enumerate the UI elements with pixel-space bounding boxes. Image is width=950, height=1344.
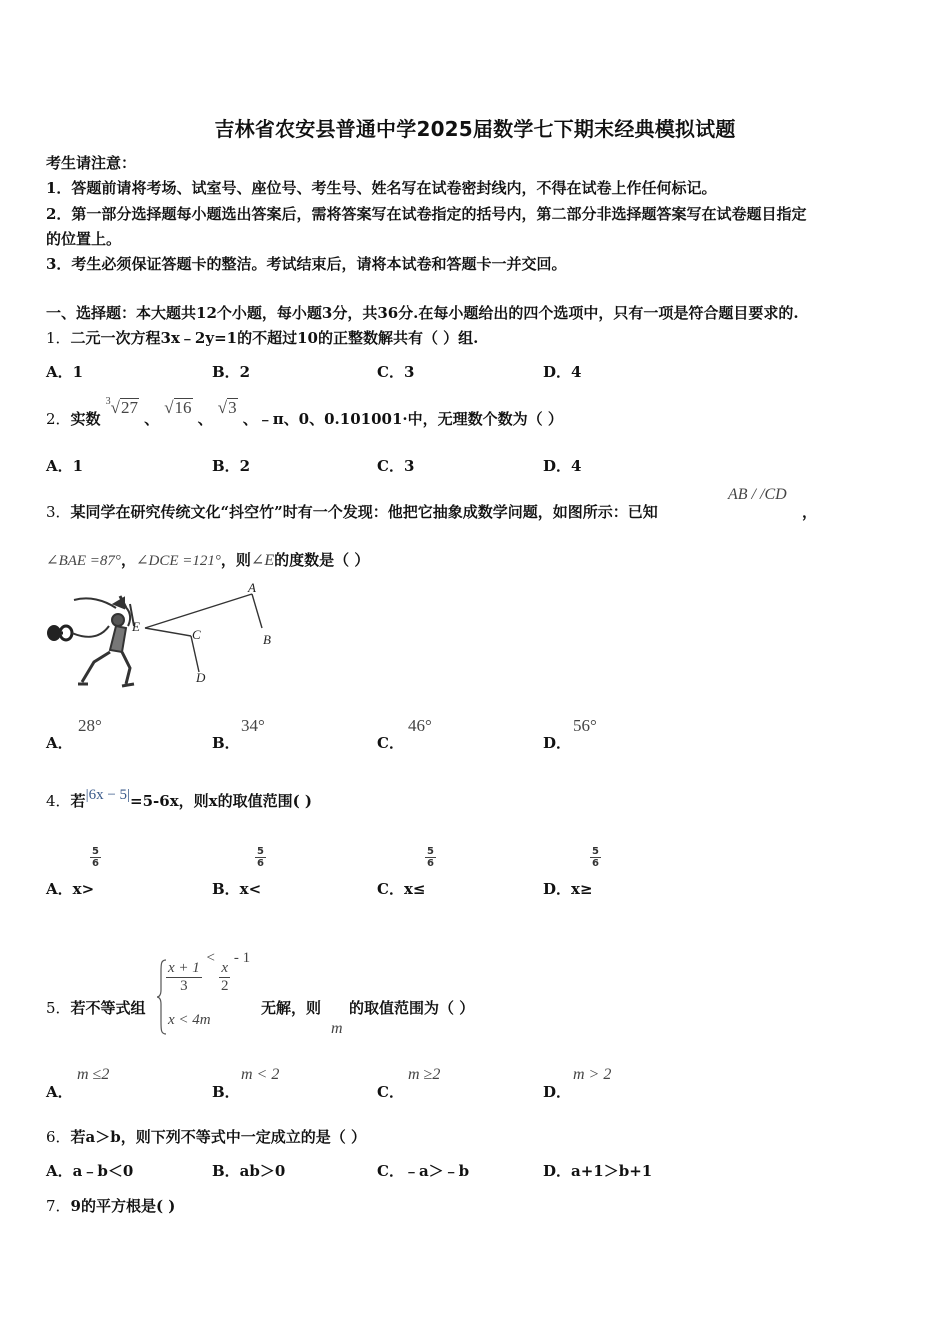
- question-6: [46, 1126, 366, 1147]
- question-number: 4．: [46, 792, 71, 810]
- option-b[interactable]: B．x<: [212, 880, 262, 898]
- diabolo-figure: [44, 578, 284, 696]
- question-text: 实数: [70, 410, 101, 428]
- notice-item: 2．第一部分选择题每小题选出答案后，需将答案写在试卷指定的括号内，第二部分非选择题答案写在试卷题目指定: [46, 205, 807, 223]
- diabolo-icon: [47, 625, 72, 641]
- root-index: 3: [105, 396, 111, 408]
- inequality-line-1: [166, 950, 251, 994]
- sqrt-16: √16: [164, 398, 192, 417]
- option-b-value: 34°: [241, 716, 265, 735]
- separator: 、: [144, 410, 160, 428]
- question-number: 1．: [46, 329, 71, 347]
- option-a[interactable]: A．x>: [46, 880, 95, 898]
- option-d[interactable]: D．a+1＞b+1: [543, 1162, 653, 1180]
- option-b[interactable]: B．: [212, 1083, 240, 1101]
- option-a[interactable]: A．1: [46, 457, 84, 475]
- option-d[interactable]: D．: [543, 1083, 572, 1101]
- label-e: E: [132, 619, 140, 634]
- separator: 、: [197, 410, 213, 428]
- question-1: [46, 327, 478, 348]
- condition-parallel: AB / /CD: [728, 486, 787, 503]
- person-figure-icon: [72, 596, 134, 686]
- numerator: 5: [92, 846, 99, 857]
- fraction-five-sixths: [255, 846, 266, 869]
- numerator: x: [221, 960, 229, 976]
- denominator: 6: [592, 858, 599, 869]
- segment-ab: [252, 594, 262, 628]
- section-heading: 一、选择题：本大题共12个小题，每小题3分，共36分.在每小题给出的四个选项中，只有一项是符合题目要求的.: [46, 304, 799, 322]
- question-text: 若不等式组: [70, 999, 146, 1017]
- option-b[interactable]: B．: [212, 734, 240, 752]
- numerator: 5: [257, 846, 264, 857]
- label-a: A: [248, 580, 256, 595]
- option-c-value: m ≥2: [408, 1066, 441, 1083]
- question-3: [46, 501, 658, 522]
- question-text: 9的平方根是( ): [70, 1197, 176, 1215]
- question-5: [46, 997, 146, 1018]
- question-text: 、﹣π、0、0.101001·中，无理数个数为（ ）: [242, 410, 563, 428]
- option-c-value: 46°: [408, 716, 432, 735]
- question-text: 若a＞b，则下列不等式中一定成立的是（ ）: [70, 1128, 366, 1146]
- option-d[interactable]: D．4: [543, 363, 582, 381]
- fraction-five-sixths: [590, 846, 601, 869]
- option-c[interactable]: C．: [377, 1083, 404, 1101]
- question-2: [46, 396, 563, 428]
- denominator: 6: [257, 858, 264, 869]
- fraction-five-sixths: [425, 846, 436, 869]
- punctuation: ，: [802, 503, 818, 521]
- separator: ，: [120, 551, 136, 569]
- question-text: 某同学在研究传统文化“抖空竹”时有一个发现：他把它抽象成数学问题，如图所示：已知: [70, 503, 658, 521]
- denominator: 6: [92, 858, 99, 869]
- denominator: 3: [180, 977, 188, 994]
- question-text: =5-6x，则x的取值范围( ): [130, 792, 313, 810]
- option-c[interactable]: C．﹣a＞﹣b: [377, 1162, 470, 1180]
- question-text: ，则: [220, 551, 251, 569]
- notice-item: 3．考生必须保证答题卡的整洁。考试结束后，请将本试卷和答题卡一并交回。: [46, 255, 567, 273]
- segment-ea: [145, 594, 252, 628]
- option-c[interactable]: C．: [377, 734, 404, 752]
- notice-item: 1．答题前请将考场、试室号、座位号、考生号、姓名写在试卷密封线内，不得在试卷上作任何标记。: [46, 179, 717, 197]
- numerator: 5: [592, 846, 599, 857]
- option-b[interactable]: B．2: [212, 363, 251, 381]
- option-a[interactable]: A．a﹣b＜0: [46, 1162, 134, 1180]
- numerator: 5: [427, 846, 434, 857]
- question-number: 3．: [46, 503, 71, 521]
- radicand: 16: [174, 398, 192, 417]
- option-c[interactable]: C．3: [377, 457, 415, 475]
- denominator: 6: [427, 858, 434, 869]
- less-than: <: [205, 950, 216, 966]
- absolute-expression: |6x − 5|: [85, 787, 131, 803]
- cube-root-27: $^3$√27: [105, 396, 138, 417]
- sqrt-3: √3: [217, 398, 237, 417]
- minus-one: - 1: [233, 950, 251, 966]
- option-b[interactable]: B．2: [212, 457, 251, 475]
- question-4: [46, 787, 313, 811]
- question-text: 无解，则: [261, 999, 322, 1017]
- label-d: D: [196, 670, 206, 685]
- radicand: 3: [228, 398, 237, 417]
- notice-item: 的位置上。: [46, 230, 122, 248]
- angle-dce: ∠DCE =121°: [135, 553, 221, 569]
- option-a-value: m ≤2: [77, 1066, 110, 1083]
- option-a[interactable]: A．1: [46, 363, 84, 381]
- question-text: 的度数是（ ）: [274, 551, 370, 569]
- variable-m: m: [331, 1020, 343, 1037]
- option-c[interactable]: C．x≤: [377, 880, 426, 898]
- option-c[interactable]: C．3: [377, 363, 415, 381]
- question-3-cont: [46, 549, 369, 570]
- page-title: 吉林省农安县普通中学2025届数学七下期末经典模拟试题: [214, 117, 736, 141]
- option-a-value: 28°: [78, 716, 102, 735]
- question-number: 7．: [46, 1197, 71, 1215]
- option-d-value: 56°: [573, 716, 597, 735]
- question-text: 的取值范围为（ ）: [349, 999, 475, 1017]
- segment-ec: [145, 628, 191, 636]
- question-number: 2．: [46, 410, 71, 428]
- option-b[interactable]: B．ab＞0: [212, 1162, 286, 1180]
- label-c: C: [192, 627, 201, 642]
- fraction-five-sixths: [90, 846, 101, 869]
- option-d[interactable]: D．: [543, 734, 572, 752]
- option-a[interactable]: A．: [46, 1083, 73, 1101]
- option-a[interactable]: A．: [46, 734, 73, 752]
- inequality-line-2: x < 4m: [168, 1012, 211, 1028]
- numerator: x + 1: [168, 960, 200, 976]
- question-text: 二元一次方程3x﹣2y=1的不超过10的正整数解共有（ ）组.: [70, 329, 479, 347]
- notice-heading: 考生请注意：: [46, 154, 137, 172]
- angle-bae: ∠BAE =87°: [46, 553, 121, 569]
- radicand: 27: [121, 398, 138, 417]
- label-b: B: [263, 632, 271, 647]
- option-b-value: m < 2: [241, 1066, 280, 1083]
- option-d-value: m > 2: [573, 1066, 612, 1083]
- option-d[interactable]: D．x≥: [543, 880, 593, 898]
- question-text: 若: [70, 792, 86, 810]
- option-d[interactable]: D．4: [543, 457, 582, 475]
- angle-e: ∠E: [250, 552, 275, 569]
- question-number: 6．: [46, 1128, 71, 1146]
- denominator: 2: [220, 977, 229, 994]
- question-number: 5．: [46, 999, 71, 1017]
- question-7: [46, 1195, 175, 1216]
